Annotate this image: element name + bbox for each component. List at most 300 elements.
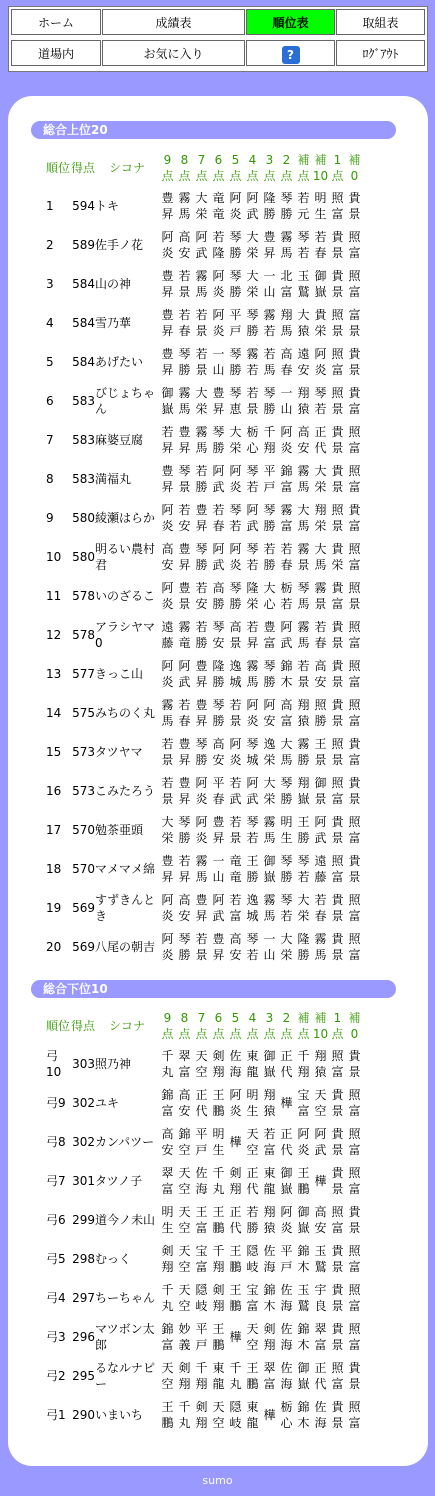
- row-opponent: 照勝: [314, 697, 327, 728]
- row-opponent: 明生: [314, 190, 327, 221]
- row-opponent: 竜竜: [229, 853, 242, 884]
- row-rank: 19: [46, 900, 62, 915]
- row-opponent: 阿炎: [161, 892, 174, 923]
- row-opponent: 佐海: [229, 1048, 242, 1079]
- row-opponent: 錦木: [280, 658, 293, 689]
- row-opponent: 照富: [348, 1165, 361, 1196]
- row-opponent: 琴勝: [229, 346, 242, 377]
- table-row[interactable]: [46, 1122, 363, 1161]
- row-shikona-link[interactable]: タツヤマ: [95, 744, 143, 759]
- row-opponent: 正代: [229, 1204, 242, 1235]
- row-opponent: 貴景: [331, 1243, 344, 1274]
- row-opponent: 琴若: [297, 229, 310, 260]
- table-row[interactable]: [46, 459, 363, 498]
- table-row[interactable]: [46, 810, 363, 849]
- row-rank: 9: [46, 510, 54, 525]
- row-opponent: 豊昇: [195, 658, 208, 689]
- row-opponent: 阿炎: [195, 775, 208, 806]
- row-shikona-link[interactable]: きっこ山: [95, 666, 144, 681]
- row-opponent: 大馬: [280, 736, 293, 767]
- row-rank: 弓3: [46, 1329, 66, 1344]
- row-opponent: 貴富: [348, 385, 361, 416]
- row-opponent: 若春: [178, 697, 191, 728]
- row-opponent: 貴景: [331, 892, 344, 923]
- row-opponent: 霧馬: [263, 814, 276, 845]
- nav-home-button[interactable]: ホーム: [11, 9, 101, 35]
- row-opponent: 若春: [314, 892, 327, 923]
- row-opponent: 翔猿: [297, 697, 310, 728]
- row-opponent: 大栄: [161, 814, 174, 845]
- row-opponent: 照景: [348, 580, 361, 611]
- row-opponent: 若武: [229, 775, 242, 806]
- row-opponent: 樺: [263, 1407, 276, 1422]
- row-opponent: 豊昇: [178, 775, 191, 806]
- row-opponent: 若昇: [178, 853, 191, 884]
- row-score: 570: [72, 822, 95, 837]
- row-opponent: 一山: [212, 346, 225, 377]
- row-opponent: 照富: [348, 1126, 361, 1157]
- row-opponent: 高安: [314, 1204, 327, 1235]
- row-opponent: 阿武: [195, 229, 208, 260]
- row-opponent: 琴若: [314, 385, 327, 416]
- table-row[interactable]: [46, 1356, 363, 1395]
- table-row[interactable]: [46, 1083, 363, 1122]
- header-op: 補0: [348, 1011, 361, 1041]
- header-op: 6点: [212, 1011, 225, 1041]
- row-opponent: 王鵬: [297, 1165, 310, 1196]
- row-opponent: 竜竜: [212, 190, 225, 221]
- row-score: 297: [72, 1290, 95, 1305]
- row-opponent: 阿炎: [229, 463, 242, 494]
- row-shikona-link[interactable]: カンパツー: [95, 1134, 155, 1149]
- row-opponent: 大猿: [297, 307, 310, 338]
- row-opponent: 若昇: [246, 619, 259, 650]
- row-opponent: 翔猿: [297, 385, 310, 416]
- row-score: 580: [72, 549, 95, 564]
- row-opponent: 貴富: [331, 580, 344, 611]
- row-opponent: 豊景: [178, 580, 191, 611]
- row-opponent: 御嶽: [263, 853, 276, 884]
- row-opponent: 正代: [314, 1360, 327, 1391]
- table-row[interactable]: [46, 264, 363, 303]
- row-opponent: 大栄: [246, 229, 259, 260]
- row-opponent: 千丸: [161, 1282, 174, 1313]
- row-opponent: 剣翔: [178, 1360, 191, 1391]
- row-rank: 弓7: [46, 1173, 66, 1188]
- row-opponent: 若馬: [263, 346, 276, 377]
- row-shikona-link[interactable]: あげたい: [95, 354, 144, 369]
- row-opponent: 照富: [348, 1087, 361, 1118]
- row-opponent: 貴景: [331, 1321, 344, 1352]
- row-opponent: 豊昇: [212, 385, 225, 416]
- row-opponent: 翠富: [314, 1321, 327, 1352]
- header-op: 補10: [312, 153, 329, 183]
- row-opponent: 霧馬: [178, 190, 191, 221]
- row-opponent: 阿炎: [229, 1087, 242, 1118]
- row-opponent: 一山: [263, 268, 276, 299]
- row-opponent: 貴景: [348, 346, 361, 377]
- row-opponent: 天空: [178, 1243, 191, 1274]
- table-row[interactable]: [46, 732, 363, 771]
- row-opponent: 琴馬: [297, 580, 310, 611]
- row-opponent: 若安: [178, 502, 191, 533]
- row-rank: 弓2: [46, 1368, 66, 1383]
- row-opponent: 阿武: [280, 619, 293, 650]
- row-opponent: 遠藤: [314, 853, 327, 884]
- row-score: 575: [72, 705, 95, 720]
- nav-dojo-button[interactable]: 道場内: [11, 40, 101, 66]
- row-opponent: 錦富: [161, 1087, 174, 1118]
- header-points: 得点: [71, 161, 96, 175]
- row-opponent: 王鵬: [212, 1204, 225, 1235]
- row-score: 573: [72, 783, 95, 798]
- row-opponent: 隆栄: [246, 580, 259, 611]
- row-opponent: 豊昇: [161, 268, 174, 299]
- table-row[interactable]: [46, 927, 363, 966]
- table-row[interactable]: [46, 771, 363, 810]
- row-opponent: 阿炎: [297, 1126, 310, 1157]
- row-opponent: 宝富: [297, 1087, 310, 1118]
- row-opponent: 隠岐: [246, 1243, 259, 1274]
- row-shikona-link[interactable]: 明るい農村君: [95, 541, 156, 572]
- row-opponent: 平戸: [195, 1126, 208, 1157]
- row-opponent: 霧竜: [178, 619, 191, 650]
- row-score: 302: [72, 1134, 95, 1149]
- row-opponent: 高勝: [212, 580, 225, 611]
- footer-text: sumo: [202, 1474, 233, 1487]
- row-shikona-link[interactable]: タツノ子: [95, 1173, 143, 1188]
- row-opponent: 玉鷲: [314, 1243, 327, 1274]
- row-opponent: 豊昇: [161, 190, 174, 221]
- row-opponent: 佐海: [263, 1243, 276, 1274]
- row-opponent: 若春: [178, 307, 191, 338]
- row-opponent: 佐海: [314, 1399, 327, 1430]
- row-opponent: 剣翔: [195, 1399, 208, 1430]
- nav-matchups-button[interactable]: 取組表: [336, 9, 425, 35]
- row-opponent: 琴勝: [263, 658, 276, 689]
- row-opponent: 若勝: [246, 1204, 259, 1235]
- row-opponent: 阿武: [212, 541, 225, 572]
- table-row[interactable]: [46, 1239, 363, 1278]
- row-rank: 12: [46, 627, 62, 642]
- table-row[interactable]: [46, 1317, 363, 1356]
- row-opponent: 玉鷲: [297, 268, 310, 299]
- row-opponent: 照富: [331, 1204, 344, 1235]
- table-row[interactable]: [46, 1278, 363, 1317]
- row-shikona-link[interactable]: るなルナピー: [95, 1360, 156, 1391]
- row-opponent: 隠岐: [195, 1282, 208, 1313]
- header-op: 6点: [212, 153, 225, 183]
- header-op: 補点: [297, 153, 310, 183]
- row-opponent: 阿武: [246, 502, 259, 533]
- row-opponent: 照富: [331, 853, 344, 884]
- row-opponent: 照富: [348, 892, 361, 923]
- header-points: 得点: [71, 1019, 96, 1033]
- row-opponent: 照景: [331, 736, 344, 767]
- row-opponent: 大栄: [246, 268, 259, 299]
- row-opponent: 貴景: [348, 190, 361, 221]
- row-opponent: 豊昇: [161, 463, 174, 494]
- row-score: 569: [72, 900, 95, 915]
- row-opponent: 妙義: [178, 1321, 191, 1352]
- nav-favorites-button[interactable]: お気に入り: [102, 40, 245, 66]
- row-opponent: 一山: [280, 385, 293, 416]
- table-row[interactable]: [46, 303, 363, 342]
- row-opponent: 霧馬: [195, 424, 208, 455]
- row-opponent: 若景: [297, 658, 310, 689]
- row-opponent: 琴勝: [229, 229, 242, 260]
- row-opponent: 若春: [212, 502, 225, 533]
- row-opponent: 天空: [178, 1282, 191, 1313]
- row-opponent: 照富: [348, 1243, 361, 1274]
- row-shikona-link[interactable]: むっく: [95, 1251, 132, 1266]
- row-opponent: 照富: [348, 814, 361, 845]
- row-opponent: 琴勝: [280, 190, 293, 221]
- row-opponent: 阿武: [314, 1126, 327, 1157]
- row-opponent: 琴勝: [212, 424, 225, 455]
- row-opponent: 若景: [246, 385, 259, 416]
- row-opponent: 貴景: [331, 268, 344, 299]
- row-score: 589: [72, 237, 95, 252]
- row-opponent: 貴景: [331, 424, 344, 455]
- row-opponent: 千丸: [229, 1360, 242, 1391]
- row-opponent: 高安: [178, 1087, 191, 1118]
- row-opponent: 王鵬: [212, 1087, 225, 1118]
- table-row[interactable]: [46, 420, 363, 459]
- row-opponent: 霧馬: [314, 931, 327, 962]
- row-opponent: 王鵬: [212, 1321, 225, 1352]
- row-opponent: 剣翔: [212, 1282, 225, 1313]
- row-opponent: 若景: [195, 931, 208, 962]
- row-opponent: 富景: [348, 307, 361, 338]
- row-shikona-link[interactable]: いまいち: [95, 1407, 144, 1422]
- row-shikona-link[interactable]: ユキ: [95, 1095, 120, 1110]
- nav-results-button[interactable]: 成績表: [102, 9, 245, 35]
- row-shikona-link[interactable]: アラシヤマ0: [95, 619, 156, 650]
- table-row[interactable]: [46, 1200, 363, 1239]
- row-opponent: 平戸: [195, 1321, 208, 1352]
- row-shikona-link[interactable]: 勉茶亜頭: [95, 822, 144, 837]
- row-opponent: 東龍: [246, 1048, 259, 1079]
- row-opponent: 豊昇: [212, 931, 225, 962]
- row-opponent: 琴若: [297, 853, 310, 884]
- table-row[interactable]: [46, 1161, 363, 1200]
- row-opponent: 樺: [280, 1095, 293, 1110]
- bottom10-table: [46, 1008, 363, 1434]
- row-opponent: 霧若: [246, 346, 259, 377]
- row-opponent: 阿武: [212, 463, 225, 494]
- row-opponent: 樺: [229, 1134, 242, 1149]
- row-opponent: 宝富: [246, 1282, 259, 1313]
- row-opponent: 照富: [331, 1360, 344, 1391]
- row-opponent: 翔猿: [314, 1048, 327, 1079]
- row-opponent: 阿炎: [161, 580, 174, 611]
- table-row[interactable]: [46, 615, 363, 654]
- row-score: 298: [72, 1251, 95, 1266]
- table-row[interactable]: [46, 381, 363, 420]
- row-opponent: 御嶽: [161, 385, 174, 416]
- row-shikona-link[interactable]: 道今ノ未山: [95, 1212, 156, 1227]
- row-shikona-link[interactable]: 雪乃華: [95, 315, 132, 330]
- row-shikona-link[interactable]: ちーちゃん: [95, 1290, 156, 1305]
- row-score: 302: [72, 1095, 95, 1110]
- row-shikona-link[interactable]: 綾瀬はらか: [95, 510, 156, 525]
- row-opponent: 照富: [348, 619, 361, 650]
- row-opponent: 剣翔: [229, 1165, 242, 1196]
- row-opponent: 正代: [246, 1165, 259, 1196]
- row-opponent: 天空: [161, 1360, 174, 1391]
- row-opponent: 琴安: [212, 619, 225, 650]
- row-opponent: 翔栄: [314, 502, 327, 533]
- row-shikona-link[interactable]: 佐手ノ花: [95, 237, 144, 252]
- row-opponent: 貴景: [331, 1126, 344, 1157]
- row-opponent: 照富: [348, 697, 361, 728]
- table-header-row: [46, 1008, 363, 1044]
- row-opponent: 大栄: [280, 931, 293, 962]
- row-rank: 6: [46, 393, 54, 408]
- row-shikona-link[interactable]: 八尾の朝吉: [95, 939, 156, 954]
- row-opponent: 明生: [161, 1204, 174, 1235]
- table-row[interactable]: [46, 537, 363, 576]
- top20-table: [46, 150, 363, 966]
- row-shikona-link[interactable]: 山の神: [95, 276, 132, 291]
- nav-logout-button[interactable]: ﾛｸﾞｱｳﾄ: [336, 40, 425, 66]
- row-opponent: 千丸: [178, 1399, 191, 1430]
- header-name: シコナ: [108, 161, 145, 175]
- row-opponent: 琴若: [246, 463, 259, 494]
- table-row[interactable]: [46, 576, 363, 615]
- row-opponent: 天空: [195, 1048, 208, 1079]
- row-opponent: 天空: [178, 1165, 191, 1196]
- row-rank: 弓9: [46, 1095, 66, 1110]
- table-row[interactable]: [46, 849, 363, 888]
- row-opponent: 霧勝: [297, 736, 310, 767]
- row-rank: 弓4: [46, 1290, 66, 1305]
- table-row[interactable]: [46, 498, 363, 537]
- row-opponent: 翔猿: [263, 1087, 276, 1118]
- row-opponent: 佐海: [280, 1360, 293, 1391]
- row-shikona-link[interactable]: みちのく丸: [95, 705, 156, 720]
- row-opponent: 琴若: [229, 502, 242, 533]
- row-shikona-link[interactable]: いのざるこ: [95, 588, 156, 603]
- row-opponent: 剣翔: [161, 1243, 174, 1274]
- row-score: 570: [72, 861, 95, 876]
- row-opponent: 照富: [348, 229, 361, 260]
- row-opponent: 豊昇: [161, 346, 174, 377]
- row-opponent: 琴勝: [178, 814, 191, 845]
- row-opponent: 正代: [195, 1087, 208, 1118]
- row-opponent: 貴景: [348, 853, 361, 884]
- row-shikona-link[interactable]: トキ: [95, 198, 120, 213]
- row-opponent: 若勝: [263, 541, 276, 572]
- row-score: 594: [72, 198, 95, 213]
- row-score: 301: [72, 1173, 95, 1188]
- row-rank: 17: [46, 822, 62, 837]
- row-rank: 弓1: [46, 1407, 66, 1422]
- row-opponent: 王勝: [297, 814, 310, 845]
- row-rank: 18: [46, 861, 62, 876]
- row-opponent: 阿安: [263, 697, 276, 728]
- row-opponent: 剣翔: [263, 1321, 276, 1352]
- row-opponent: 錦木: [263, 1282, 276, 1313]
- row-shikona-link[interactable]: 麻婆豆腐: [95, 432, 144, 447]
- row-opponent: 宝富: [195, 1243, 208, 1274]
- row-opponent: 御嶽: [297, 1360, 310, 1391]
- row-opponent: 琴勝: [263, 385, 276, 416]
- row-opponent: 東龍: [263, 1165, 276, 1196]
- table-row[interactable]: [46, 654, 363, 693]
- row-opponent: 霧景: [314, 580, 327, 611]
- row-opponent: 琴勝: [229, 268, 242, 299]
- row-score: 583: [72, 471, 95, 486]
- table-row[interactable]: [46, 888, 363, 927]
- row-opponent: 高安: [161, 541, 174, 572]
- row-rank: 1: [46, 198, 54, 213]
- row-opponent: 琴城: [246, 736, 259, 767]
- row-opponent: 霧若: [263, 307, 276, 338]
- nav-ranking-button[interactable]: 順位表: [246, 9, 335, 35]
- row-opponent: 佐海: [195, 1165, 208, 1196]
- row-opponent: 玉鷲: [297, 1282, 310, 1313]
- row-opponent: 王鵬: [161, 1399, 174, 1430]
- row-opponent: 御嶽: [314, 268, 327, 299]
- row-score: 296: [72, 1329, 95, 1344]
- row-opponent: 平戸: [280, 1243, 293, 1274]
- table-row[interactable]: [46, 693, 363, 732]
- row-opponent: 剣翔: [212, 1048, 225, 1079]
- row-opponent: 照景: [331, 502, 344, 533]
- bottom10-section-title: 総合下位10: [31, 980, 396, 998]
- row-shikona-link[interactable]: マメマメ綿: [95, 861, 156, 876]
- row-opponent: 阿武: [246, 775, 259, 806]
- table-row[interactable]: [46, 225, 363, 264]
- row-shikona-link[interactable]: こみたろう: [95, 783, 156, 798]
- row-opponent: 貴栄: [314, 307, 327, 338]
- header-op: 5点: [229, 153, 242, 183]
- row-shikona-link[interactable]: すずきんとき: [95, 892, 156, 923]
- row-shikona-link[interactable]: マツボン太郎: [95, 1321, 155, 1352]
- row-opponent: 千翔: [212, 1243, 225, 1274]
- row-opponent: 栃若: [280, 580, 293, 611]
- table-row[interactable]: [46, 1044, 363, 1083]
- row-score: 573: [72, 744, 95, 759]
- row-opponent: 錦空: [178, 1126, 191, 1157]
- row-opponent: 翠富: [161, 1165, 174, 1196]
- row-opponent: 御嶽: [297, 1204, 310, 1235]
- table-row[interactable]: [46, 342, 363, 381]
- row-opponent: 高安: [297, 424, 310, 455]
- row-shikona-link[interactable]: びじょちゃん: [95, 385, 156, 416]
- row-opponent: 高安: [178, 229, 191, 260]
- row-opponent: 栃心: [280, 1399, 293, 1430]
- header-op: 8点: [178, 153, 191, 183]
- row-opponent: 明生: [212, 1126, 225, 1157]
- row-shikona-link[interactable]: 照乃神: [95, 1056, 132, 1071]
- row-opponent: 阿武: [212, 892, 225, 923]
- row-opponent: 高安: [178, 892, 191, 923]
- row-opponent: 貴景: [331, 229, 344, 260]
- row-opponent: 霧馬: [195, 853, 208, 884]
- nav-help-button[interactable]: [246, 40, 335, 66]
- row-opponent: 王景: [314, 736, 327, 767]
- table-row[interactable]: [46, 186, 363, 225]
- row-opponent: 貴景: [331, 658, 344, 689]
- row-score: 578: [72, 588, 95, 603]
- table-row[interactable]: [46, 1395, 363, 1434]
- row-opponent: 千翔: [195, 1360, 208, 1391]
- row-shikona-link[interactable]: 満福丸: [95, 471, 132, 486]
- row-opponent: 照富: [331, 775, 344, 806]
